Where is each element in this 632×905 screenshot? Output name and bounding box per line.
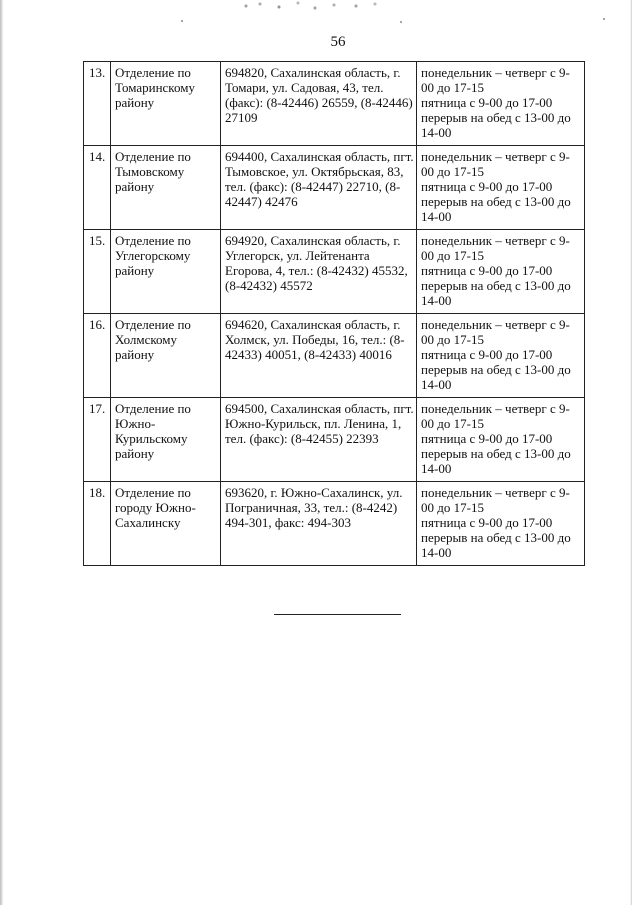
address-cell: 694620, Сахалинская область, г. Холмск, ул. Победы, 16, тел.: (8-42433) 40051, (8-42433) 40016 [221,314,417,398]
schedule-cell: понедельник – четверг с 9-00 до 17-15 пятница с 9-00 до 17-00 перерыв на обед с 13-00 до 14-00 [417,482,585,566]
branch-name-cell: Отделение по Тымовскому району [111,146,221,230]
scan-speck [603,18,605,20]
row-number-cell: 13. [84,62,111,146]
table-row [84,314,585,398]
row-number-cell: 17. [84,398,111,482]
address-cell: 694920, Сахалинская область, г. Углегорск, ул. Лейтенанта Егорова, 4, тел.: (8-42432) 45532, (8-42432) 45572 [221,230,417,314]
page-number: 56 [330,34,346,50]
table-row [84,398,585,482]
end-divider [274,614,401,615]
branch-name-cell: Отделение по Южно-Курильскому району [111,398,221,482]
address-cell: 694820, Сахалинская область, г. Томари, ул. Садовая, 43, тел. (факс): (8-42446) 26559, (8-42446) 27109 [221,62,417,146]
branch-name-cell: Отделение по Углегорскому району [111,230,221,314]
scan-left-edge [0,0,3,905]
schedule-cell: понедельник – четверг с 9-00 до 17-15 пятница с 9-00 до 17-00 перерыв на обед с 13-00 до 14-00 [417,314,585,398]
branch-name-cell: Отделение по Томаринскому району [111,62,221,146]
scan-noise-top [238,0,388,14]
table-row [84,62,585,146]
row-number-cell: 16. [84,314,111,398]
address-cell: 694500, Сахалинская область, пгт. Южно-Курильск, пл. Ленина, 1, тел. (факс): (8-42455) 22393 [221,398,417,482]
row-number-cell: 18. [84,482,111,566]
schedule-cell: понедельник – четверг с 9-00 до 17-15 пятница с 9-00 до 17-00 перерыв на обед с 13-00 до 14-00 [417,398,585,482]
table-row [84,482,585,566]
schedule-cell: понедельник – четверг с 9-00 до 17-15 пятница с 9-00 до 17-00 перерыв на обед с 13-00 до 14-00 [417,230,585,314]
table-row [84,146,585,230]
row-number-cell: 15. [84,230,111,314]
address-cell: 693620, г. Южно-Сахалинск, ул. Пограничная, 33, тел.: (8-4242) 494-301, факс: 494-303 [221,482,417,566]
scan-speck [181,20,183,22]
address-cell: 694400, Сахалинская область, пгт. Тымовское, ул. Октябрьская, 83, тел. (факс): (8-42447) 22710, (8-42447) 42476 [221,146,417,230]
branch-table-body [84,62,585,566]
branch-name-cell: Отделение по городу Южно-Сахалинску [111,482,221,566]
scan-speck [400,21,402,23]
branch-name-cell: Отделение по Холмскому району [111,314,221,398]
row-number-cell: 14. [84,146,111,230]
schedule-cell: понедельник – четверг с 9-00 до 17-15 пятница с 9-00 до 17-00 перерыв на обед с 13-00 до 14-00 [417,62,585,146]
schedule-cell: понедельник – четверг с 9-00 до 17-15 пятница с 9-00 до 17-00 перерыв на обед с 13-00 до 14-00 [417,146,585,230]
branch-table [83,61,585,566]
table-row [84,230,585,314]
